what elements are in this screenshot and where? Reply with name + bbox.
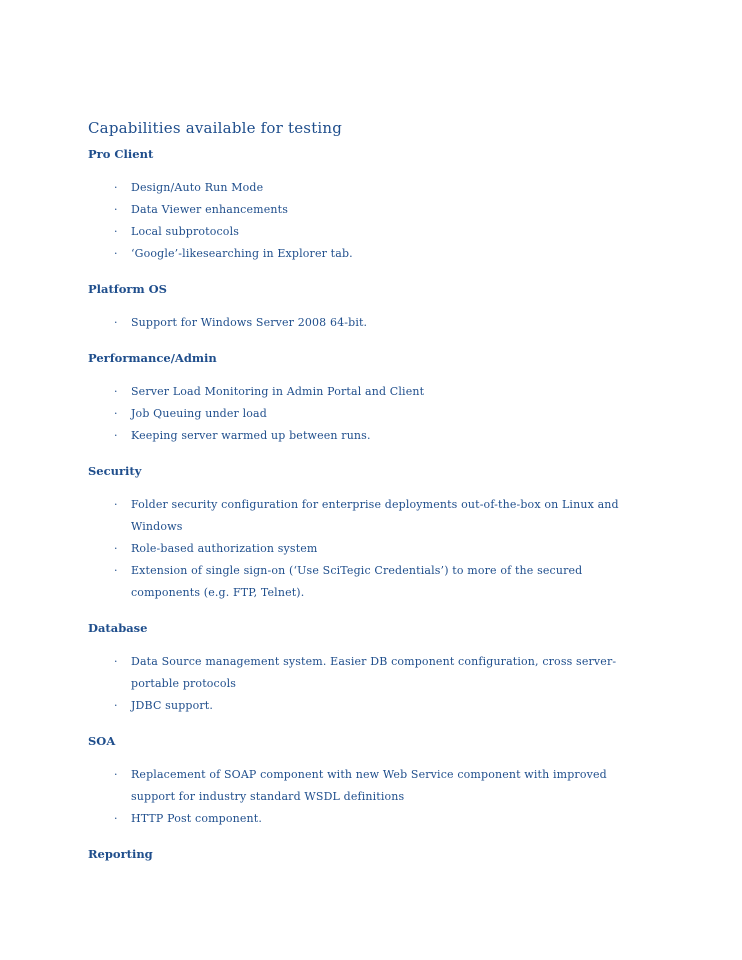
list-item — [88, 403, 648, 425]
list-item — [88, 560, 648, 604]
list-item — [88, 808, 648, 830]
list-item-text: Job Queuing under load — [131, 407, 267, 420]
platform-os-list — [88, 312, 648, 334]
list-item — [88, 764, 648, 808]
section-heading-platform-os: Platform OS — [88, 282, 167, 296]
list-item — [88, 695, 648, 717]
list-item-text: Keeping server warmed up between runs. — [131, 429, 371, 442]
performance-admin-list — [88, 381, 648, 447]
list-item — [88, 425, 648, 447]
bullet-icon: · — [114, 316, 118, 329]
list-item-text: Data Viewer enhancements — [131, 203, 288, 216]
bullet-icon: · — [114, 768, 118, 781]
list-item-text: Design/Auto Run Mode — [131, 181, 264, 194]
list-item — [88, 177, 648, 199]
list-item-text: JDBC support. — [131, 699, 213, 712]
list-item-text: Server Load Monitoring in Admin Portal and Client — [131, 385, 425, 398]
list-item-text: ‘Google’-likesearching in Explorer tab. — [131, 247, 353, 260]
list-item-text: Local subprotocols — [131, 225, 240, 238]
document-title: Capabilities available for testing — [88, 119, 343, 137]
section-heading-security: Security — [88, 464, 142, 478]
bullet-icon: · — [114, 429, 118, 442]
security-list — [88, 494, 648, 604]
list-item-text: Folder security configuration for enterprise deployments out-of-the-box on Linux and Windows — [131, 498, 619, 533]
list-item — [88, 381, 648, 403]
list-item — [88, 312, 648, 334]
list-item — [88, 243, 648, 265]
bullet-icon: · — [114, 812, 118, 825]
bullet-icon: · — [114, 181, 118, 194]
list-item — [88, 221, 648, 243]
soa-list — [88, 764, 648, 830]
list-item-text: HTTP Post component. — [131, 812, 262, 825]
bullet-icon: · — [114, 542, 118, 555]
bullet-icon: · — [114, 655, 118, 668]
database-list — [88, 651, 648, 717]
list-item — [88, 494, 648, 538]
list-item — [88, 199, 648, 221]
list-item-text: Extension of single sign-on (‘Use SciTegic Credentials’) to more of the secured components (e.g. FTP, Telnet). — [131, 564, 583, 599]
list-item-text: Data Source management system. Easier DB component configuration, cross server-portable protocols — [131, 655, 617, 690]
section-heading-performance-admin: Performance/Admin — [88, 351, 217, 365]
section-heading-database: Database — [88, 621, 148, 635]
list-item-text: Role-based authorization system — [131, 542, 318, 555]
section-heading-reporting: Reporting — [88, 847, 153, 861]
list-item — [88, 538, 648, 560]
bullet-icon: · — [114, 407, 118, 420]
bullet-icon: · — [114, 247, 118, 260]
bullet-icon: · — [114, 203, 118, 216]
pro-client-list — [88, 177, 648, 265]
bullet-icon: · — [114, 225, 118, 238]
list-item — [88, 651, 648, 695]
bullet-icon: · — [114, 699, 118, 712]
bullet-icon: · — [114, 385, 118, 398]
section-heading-pro-client: Pro Client — [88, 147, 154, 161]
bullet-icon: · — [114, 564, 118, 577]
list-item-text: Support for Windows Server 2008 64-bit. — [131, 316, 368, 329]
bullet-icon: · — [114, 498, 118, 511]
list-item-text: Replacement of SOAP component with new Web Service component with improved support for industry standard WSDL definitions — [131, 768, 607, 803]
document-page — [88, 118, 648, 862]
section-heading-soa: SOA — [88, 734, 116, 748]
